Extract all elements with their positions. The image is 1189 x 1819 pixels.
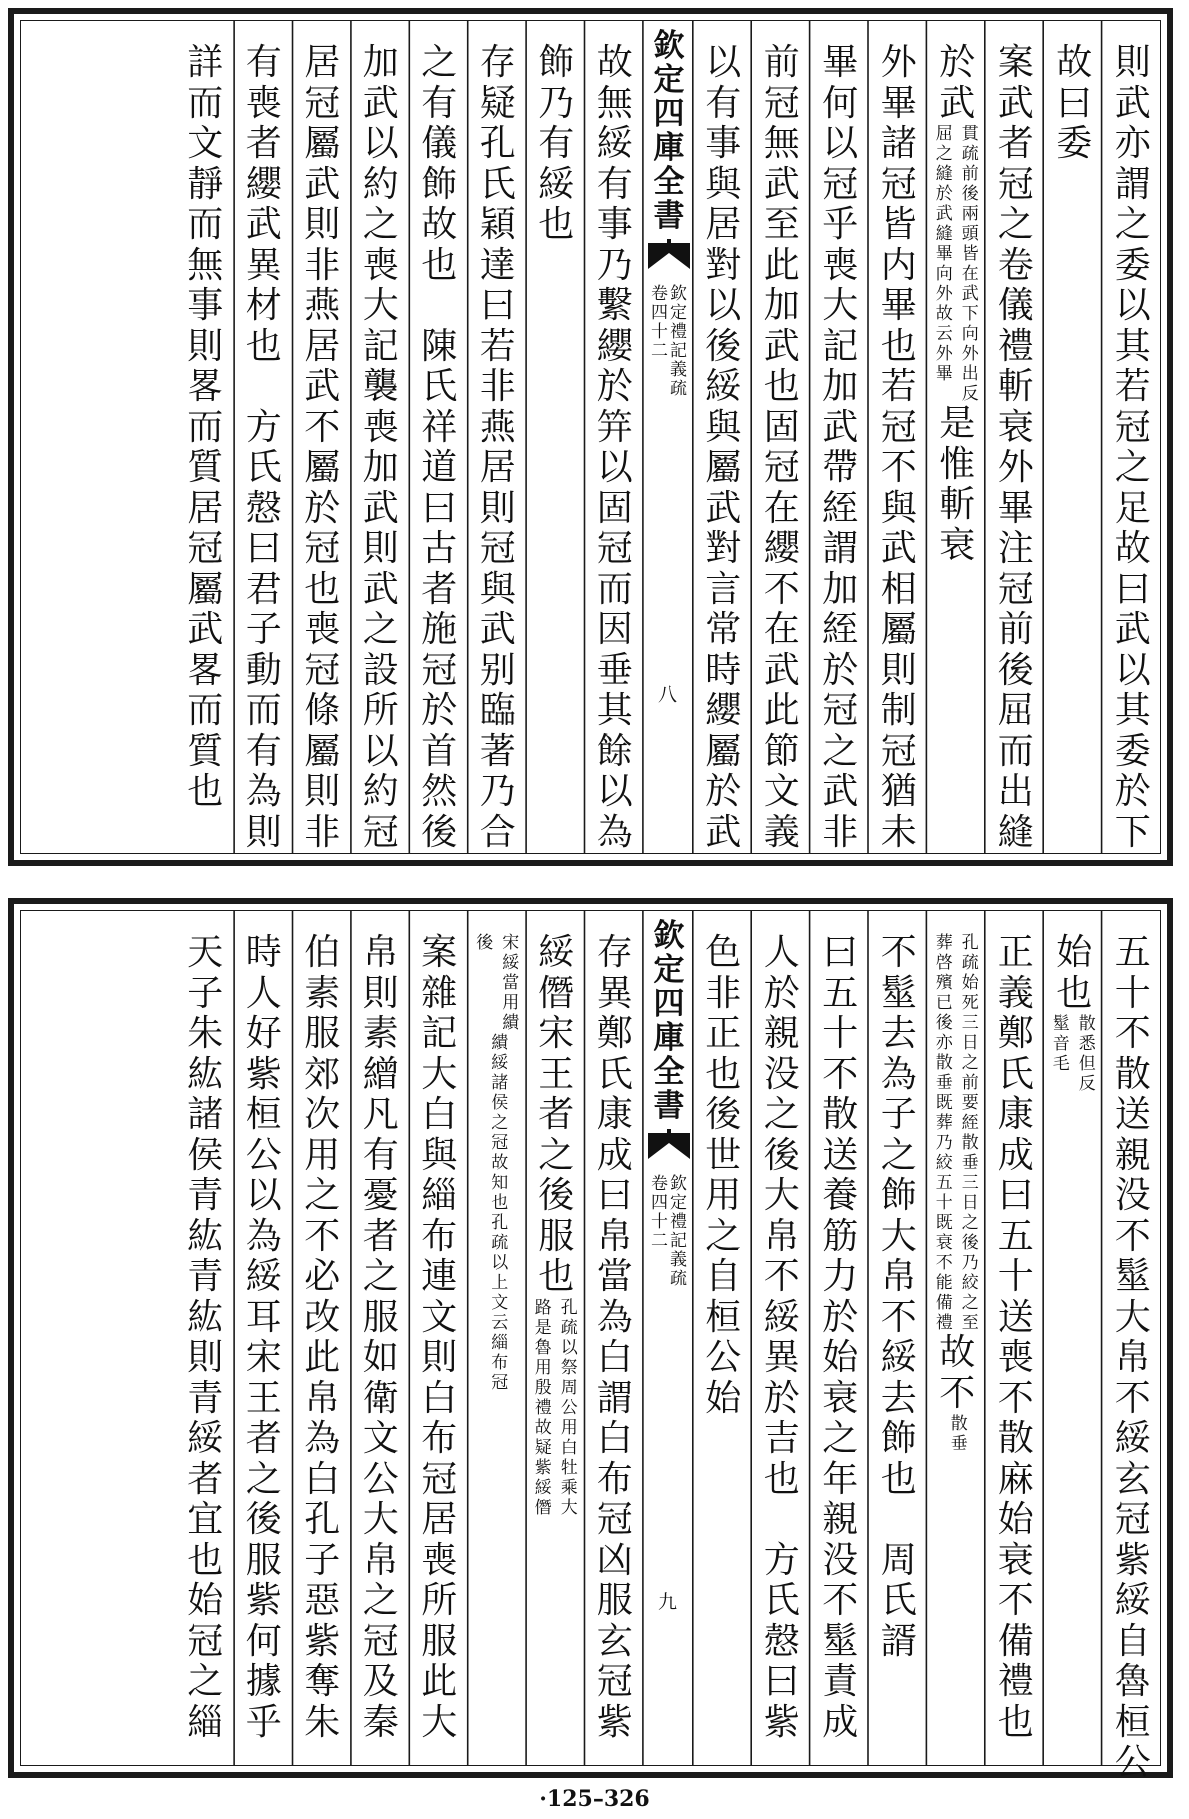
- collection-title: 欽 定 四 庫 全 書: [653, 28, 685, 234]
- text-column: 則 武 亦 謂 之 委 以 其 若 冠 之 足 故 曰 武 以 其 委 於 下: [1114, 42, 1151, 853]
- text-column: 正 義 鄭 氏 康 成 曰 五 十 送 喪 不 散 麻 始 衰 不 備 禮 也: [997, 932, 1034, 1743]
- volume-label: 欽 定 禮 記 義 疏 卷 四 十 二: [651, 284, 687, 399]
- text-column: 人 於 親 没 之 後 大 帛 不 綏 異 於 吉 也 方 氏 慤 曰 紫: [763, 932, 800, 1743]
- text-column: 帛 則 素 繒 凡 有 憂 者 之 服 如 衛 文 公 大 帛 之 冠 及 秦: [362, 932, 399, 1743]
- text-column: 存 疑 孔 氏 穎 達 曰 若 非 燕 居 則 冠 與 武 别 臨 著 乃 合: [479, 42, 516, 853]
- text-column: 以 有 事 與 居 對 以 後 綏 與 屬 武 對 言 常 時 纓 屬 於 武: [705, 42, 742, 853]
- interlinear-annotation: 散 垂: [950, 1414, 968, 1454]
- text-column: 天 子 朱 紘 諸 侯 青 紘 青 紘 則 青 綏 者 宜 也 始 冠 之 緇: [187, 932, 224, 1743]
- text-column: 綏 僭 宋 王 者 之 後 服 也 孔 疏 以 祭 周 公 用 白 牡 乘 大 路 是 魯 用 殷 禮 故 疑 紫 綏 僭: [527, 911, 586, 1765]
- top-page-frame: [20, 20, 1161, 854]
- text-column: 加 武 以 約 之 喪 大 記 襲 喪 加 武 則 武 之 設 所 以 約 冠: [362, 42, 399, 853]
- center-fold-column: [644, 21, 694, 853]
- text-column: 前 冠 無 武 至 此 加 武 也 固 冠 在 纓 不 在 武 此 節 文 義: [763, 42, 800, 853]
- text-column: 於 武 貫 疏 前 後 兩 頭 皆 在 武 下 向 外 出 反 屈 之 縫 於 武 縫 畢 向 外 故 云 外 畢 是 惟 斬 衰: [928, 21, 987, 853]
- folio-number: 九: [658, 1591, 678, 1614]
- fishtail-mark-icon: [646, 239, 692, 271]
- text-column: 故 無 綏 有 事 乃 繫 纓 於 笄 以 固 冠 而 因 垂 其 餘 以 為: [596, 42, 633, 853]
- interlinear-annotation: 宋 綏 當 用 繢 後: [476, 933, 520, 1033]
- text-column: 存 異 鄭 氏 康 成 曰 帛 當 為 白 謂 白 布 冠 凶 服 玄 冠 紫: [596, 932, 633, 1743]
- bottom-page-frame: [20, 910, 1161, 1783]
- text-column: [469, 911, 528, 1765]
- text-column: 案 雜 記 大 白 與 緇 布 連 文 則 白 布 冠 居 喪 所 服 此 大: [421, 932, 458, 1743]
- volume-label: 欽 定 禮 記 義 疏 卷 四 十 二: [651, 1174, 687, 1289]
- text-column: 五 十 不 散 送 親 没 不 髽 大 帛 不 綏 玄 冠 紫 綏 自 魯 桓 公: [1114, 932, 1151, 1783]
- text-column: 故 曰 委: [1056, 42, 1093, 164]
- text-column: 畢 何 以 冠 乎 喪 大 記 加 武 帶 絰 謂 加 絰 於 冠 之 武 非: [822, 42, 859, 853]
- text-column: 案 武 者 冠 之 卷 儀 禮 斬 衰 外 畢 注 冠 前 後 屈 而 出 縫: [997, 42, 1034, 853]
- interlinear-annotation: 繢 綏 諸 侯 之 冠 故 知 也: [491, 1033, 509, 1213]
- text-column: 時 人 好 紫 桓 公 以 為 綏 耳 宋 王 者 之 後 服 紫 何 據 乎: [245, 932, 282, 1743]
- folio-number: 八: [658, 683, 678, 706]
- center-fold-column: [644, 911, 694, 1765]
- text-column: 之 有 儀 飾 故 也 陳 氏 祥 道 曰 古 者 施 冠 於 首 然 後: [421, 42, 458, 853]
- top-page: [8, 8, 1173, 866]
- interlinear-annotation: 孔 疏 以 祭 周 公 用 白 牡 乘 大 路 是 魯 用 殷 禮 故 疑 紫 綏 僭: [534, 1297, 578, 1518]
- text-column: 有 喪 者 纓 武 異 材 也 方 氏 慤 曰 君 子 動 而 有 為 則: [245, 42, 282, 853]
- bottom-page: [8, 898, 1173, 1783]
- interlinear-annotation: 散 悉 但 反 髽 音 毛: [1052, 1014, 1096, 1094]
- text-column: 外 畢 諸 冠 皆 内 畢 也 若 冠 不 與 武 相 屬 則 制 冠 猶 未: [880, 42, 917, 853]
- text-column: 詳 而 文 靜 而 無 事 則 畧 而 質 居 冠 屬 武 畧 而 質 也: [187, 42, 224, 812]
- interlinear-annotation: 孔 疏 以 上 文 云 緇 布 冠: [491, 1213, 509, 1393]
- interlinear-annotation: 孔 疏 始 死 三 日 之 前 要 絰 散 垂 三 日 之 後 乃 絞 之 至 葬 啓 殯 已 後 亦 散 垂 既 葬 乃 絞 五 十 既 衰 不 能 備 禮: [935, 933, 979, 1333]
- text-column: 不 髽 去 為 子 之 飾 大 帛 不 綏 去 飾 也 周 氏 諝: [880, 932, 917, 1662]
- text-column: 曰 五 十 不 散 送 養 筋 力 於 始 衰 之 年 親 没 不 髽 責 成: [822, 932, 859, 1743]
- text-column: 居 冠 屬 武 則 非 燕 居 武 不 屬 於 冠 也 喪 冠 條 屬 則 非: [304, 42, 341, 853]
- collection-title: 欽 定 四 庫 全 書: [653, 918, 685, 1124]
- page-footer-number: ·125–326: [539, 1786, 650, 1812]
- interlinear-annotation: 貫 疏 前 後 兩 頭 皆 在 武 下 向 外 出 反 屈 之 縫 於 武 縫 畢 向 外 故 云 外 畢: [935, 124, 979, 404]
- text-column: 孔 疏 始 死 三 日 之 前 要 絰 散 垂 三 日 之 後 乃 絞 之 至 葬 啓 殯 已 後 亦 散 垂 既 葬 乃 絞 五 十 既 衰 不 能 備 禮 故 不 散 垂: [928, 911, 987, 1765]
- text-column: 飾 乃 有 綏 也: [538, 42, 575, 245]
- fishtail-mark-icon: [646, 1129, 692, 1161]
- text-column: 伯 素 服 郊 次 用 之 不 必 改 此 帛 為 白 孔 子 惡 紫 奪 朱: [304, 932, 341, 1743]
- text-column: 始 也 散 悉 但 反 髽 音 毛: [1045, 911, 1104, 1765]
- text-column: 色 非 正 也 後 世 用 之 自 桓 公 始: [705, 932, 742, 1419]
